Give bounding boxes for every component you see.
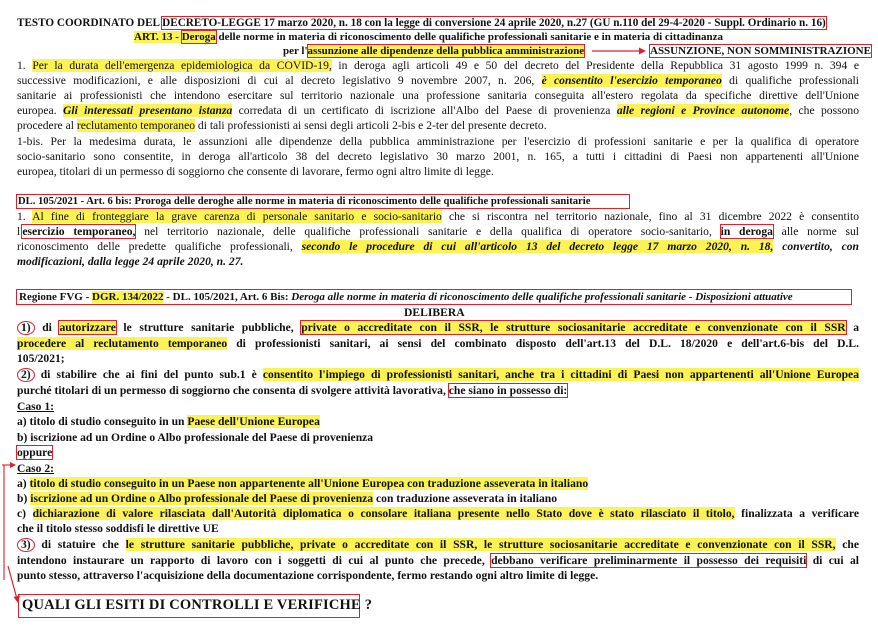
art13-bis-line-3: europea, titolari di un permesso di soggiorno che consente di lavorare, fermo ogni altro limite di legge. bbox=[17, 165, 494, 178]
decree-reference: DECRETO-LEGGE 17 marzo 2020, n. 18 con la legge di conversione 24 aprile 2020, n.27 (GU n.110 del 29-4-2020 - Suppl. Ordinario n. 16) bbox=[162, 17, 826, 29]
header-line-2 bbox=[134, 30, 723, 44]
item-3-line-2: intendono instaurare un rapporto di lavoro con i soggetti di cui al punto che precede, debbano verificare preliminarmente il possesso dei requisiti di cui al bbox=[17, 554, 859, 567]
caso-2-b: b) iscrizione ad un Ordine o Albo professionale del Paese di provenienza con traduzione asseverata in italiano bbox=[17, 492, 557, 505]
item-2-line-1: 2) di stabilire che ai fini del punto sub.1 è consentito l'impiego di professionisti sanitari, anche tra i cittadini di Paesi non appartenenti all'Unione Europea bbox=[17, 368, 859, 382]
caso-1-b: b) iscrizione ad un Ordine o Albo professionale del Paese di provenienza bbox=[17, 431, 374, 444]
dl105-line-3: riconoscimento delle predette qualifiche professionali, secondo le procedure di cui all'articolo 13 del decreto legge 17 marzo 2020, n. 18, convertito, con bbox=[17, 240, 859, 253]
question-heading: QUALI GLI ESITI DI CONTROLLI E VERIFICHE ? bbox=[22, 597, 373, 613]
art13-bis-line-1: 1-bis. Per la medesima durata, le assunzioni alle dipendenze della pubblica amministrazione per l'esercizio di professioni sanitarie e per la qualifica di operatore bbox=[17, 135, 859, 148]
art13-line-2: successive modificazioni, e alle disposizioni di cui al decreto legislativo 9 novembre 2007, n. 206, è consentito l'esercizio temporaneo di qualifiche professionali bbox=[17, 74, 859, 87]
delibera-heading: DELIBERA bbox=[404, 306, 465, 319]
dl105-title: DL. 105/2021 - Art. 6 bis: Proroga delle deroghe alle norme in materia di riconoscimento delle qualifiche professionali sanitarie bbox=[18, 196, 591, 207]
caso-2-c-line-2: che il titolo stesso soddisfi le direttive UE bbox=[17, 522, 219, 535]
note-assunzione: ASSUNZIONE, NON SOMMINISTRAZIONE bbox=[650, 45, 871, 57]
caso-1-label: Caso 1: bbox=[17, 400, 55, 413]
item-1-line-3: 105/2021; bbox=[17, 352, 65, 365]
caso-1-a: a) titolo di studio conseguito in un Paese dell'Unione Europea bbox=[17, 415, 320, 428]
art13-label: ART. 13 - bbox=[134, 31, 182, 43]
art13-line-1: 1. Per la durata dell'emergenza epidemiologica da COVID-19, in deroga agli articoli 49 e 50 del decreto del Presidente della Repubblica 31 agosto 1999 n. 394 e bbox=[17, 59, 860, 72]
art13-line-4: europea. Gli interessati presentano istanza corredata di un certificato di iscrizione all'Albo del Paese di provenienza alle regioni e Province autonome, che possono bbox=[17, 104, 859, 117]
fvg-title: Regione FVG - DGR. 134/2022 - DL. 105/2021, Art. 6 Bis: Deroga alle norme in materia di riconoscimento delle qualifiche professionali sanitarie - Disposizioni attuative bbox=[19, 291, 793, 303]
dl105-line-4: modificazioni, dalla legge 24 aprile 2020, n. 27. bbox=[17, 255, 244, 268]
art13-line-3: sanitarie ai professionisti che intendono esercitare sul territorio nazionale una professione sanitaria conseguita all'estero regolata da specifiche direttive dell'Unione bbox=[17, 89, 859, 102]
dl105-line-2: l'esercizio temporaneo, nel territorio nazionale, delle qualifiche professionali sanitarie e della qualifica di operatore socio-sanitario, in deroga alle norme sul bbox=[17, 225, 860, 238]
oppure-label: oppure bbox=[17, 446, 53, 459]
item-1-line-2: procedere al reclutamento temporaneo di professionisti sanitari, ai sensi del combinato disposto dell'art.13 del D.L. 18/2020 e dell'art.6-bis del D.L. bbox=[17, 337, 859, 350]
caso-2-label: Caso 2: bbox=[17, 462, 55, 475]
item-3-line-3: punto stesso, attraverso l'acquisizione della documentazione corrispondente, fermo restando ogni altro limite di legge. bbox=[17, 569, 599, 582]
item-2-number: 2) bbox=[17, 368, 35, 382]
header-prefix: TESTO COORDINATO DEL bbox=[17, 17, 163, 29]
art13-line-5: procedere al reclutamento temporaneo di tali professionisti ai sensi degli articoli 2-bis e 2-ter del presente decreto. bbox=[17, 119, 547, 132]
assunzione-phrase: assunzione alle dipendenze della pubblica amministrazione bbox=[307, 45, 585, 57]
item-1-line-1: 1) di autorizzare le strutture sanitarie pubbliche, private o accreditate con il SSR, le strutture sociosanitarie accreditate e convenzionate con il SSR a bbox=[17, 321, 859, 335]
header-line-2-rest: delle norme in materia di riconoscimento delle qualifiche professionali sanitarie e in materia di cittadinanza bbox=[215, 31, 723, 43]
caso-2-c-line-1: c) dichiarazione di valore rilasciata dall'Autorità diplomatica o consolare italiana presente nello Stato dove è stato rilasciato il titolo, finalizzata a verificare bbox=[17, 507, 859, 520]
item-3-number: 3) bbox=[17, 538, 35, 552]
caso-2-a: a) titolo di studio conseguito in un Paese non appartenente all'Unione Europea con traduzione asseverata in italiano bbox=[17, 477, 589, 490]
arrow-to-question bbox=[8, 566, 17, 599]
header-line-3: per l'assunzione alle dipendenze della pubblica amministrazione bbox=[283, 45, 585, 57]
header-line-1 bbox=[17, 16, 826, 30]
dl105-line-1: 1. Al fine di fronteggiare la grave carenza di personale sanitario e socio-sanitario che si riscontra nel territorio nazionale, fino al 31 dicembre 2022 è consentito bbox=[17, 210, 859, 223]
arrow-head-note bbox=[639, 48, 646, 55]
arrow-head-caso2 bbox=[10, 462, 16, 468]
item-1-number: 1) bbox=[17, 321, 35, 335]
item-3-line-1: 3) di statuire che le strutture sanitarie pubbliche, private o accreditate con il SSR, le strutture sociosanitarie accreditate e convenzionate con il SSR, che bbox=[17, 538, 859, 552]
art13-bis-line-2: socio-sanitario sono consentite, in deroga all'articolo 38 del decreto legislativo 30 marzo 2001, n. 165, a tutti i cittadini di Paesi non appartenenti all'Unione bbox=[17, 150, 859, 163]
item-2-line-2: purché titolari di un permesso di soggiorno che consenta di svolgere attività lavorativa, che siano in possesso di: bbox=[17, 384, 568, 397]
deroga-word: Deroga bbox=[181, 31, 216, 43]
